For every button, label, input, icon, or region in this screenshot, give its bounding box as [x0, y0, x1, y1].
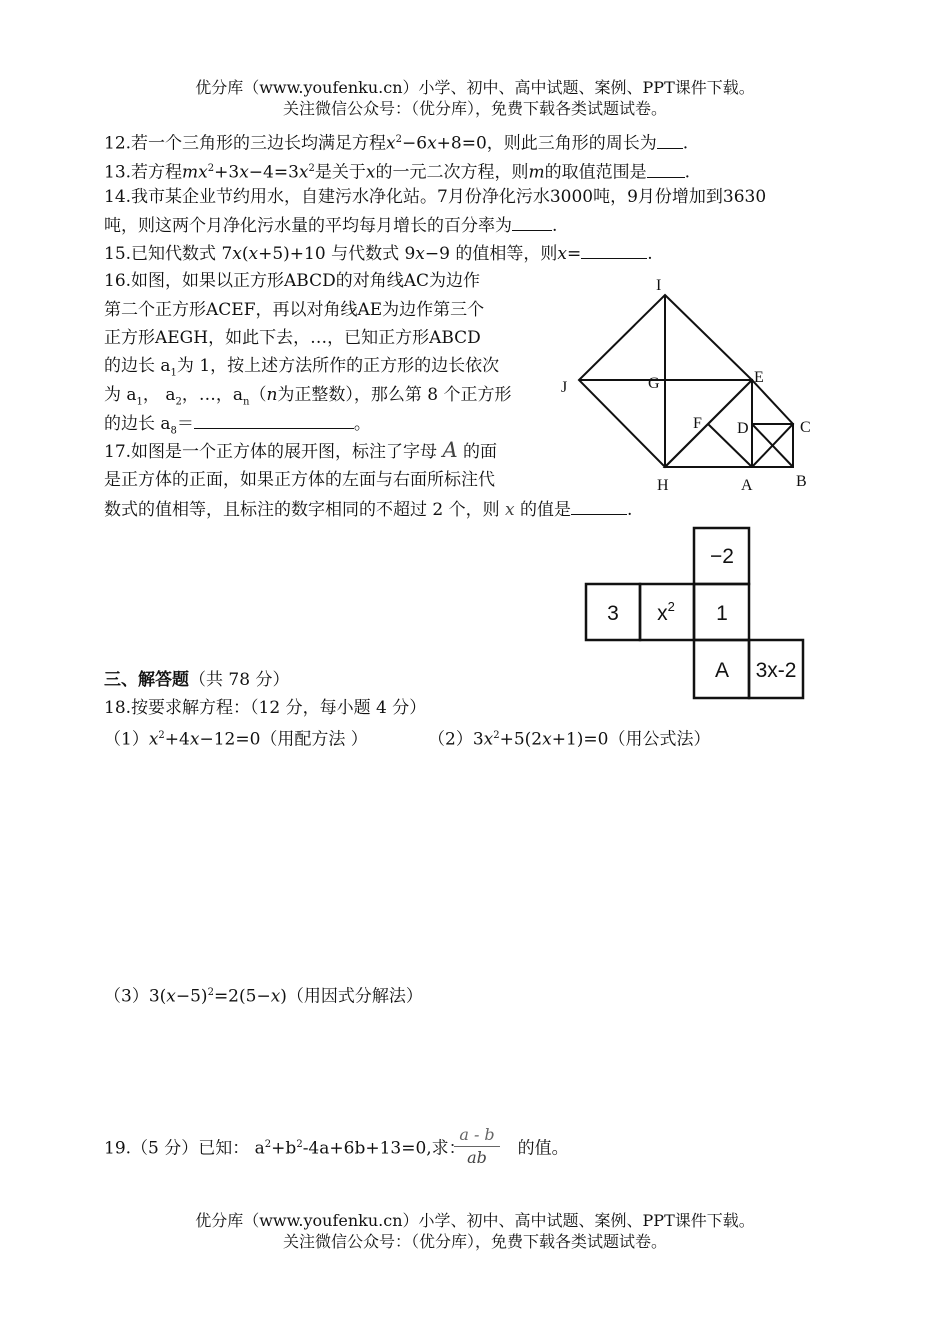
answer-blank-14[interactable]	[512, 212, 552, 231]
question-13: 13.若方程$mx^2+3x-4=3x^2$是关于x的一元二次方程，则m的取值范围是 .	[104, 156, 690, 186]
answer-blank-16[interactable]	[194, 410, 354, 429]
cube-face-top: −2	[710, 545, 734, 568]
question-17-line-3: 数式的值相等，且标注的数字相同的不超过 2 个，则 x 的值是 .	[104, 496, 632, 523]
header-line-1: 优分库（www.youfenku.cn）小学、初中、高中试题、案例、PPT课件下载。	[195, 78, 755, 97]
label-A: A	[741, 477, 753, 494]
cube-face-x2: $x^2$	[657, 599, 675, 625]
question-14-line-2: 吨，则这两个月净化污水量的平均每月增长的百分率为 .	[104, 212, 557, 239]
question-15: 15.已知代数式 7x(x+5)+10 与代数式 9x−9 的值相等，则x= .	[104, 240, 653, 267]
label-I: I	[656, 277, 662, 294]
fraction-numerator: a - b	[454, 1124, 500, 1147]
header-line-2: 关注微信公众号：（优分库），免费下载各类试题试卷。	[282, 99, 667, 118]
fraction-denominator: ab	[467, 1148, 487, 1167]
question-16-line-1: 16.如图，如果以正方形ABCD的对角线AC为边作	[104, 271, 481, 291]
question-17-line-1: 17.如图是一个正方体的展开图，标注了字母 A 的面	[104, 438, 498, 462]
question-16-line-4: 的边长 $a_1$为 1，按上述方法所作的正方形的边长依次	[104, 356, 500, 379]
answer-blank-12[interactable]	[657, 130, 683, 149]
cube-face-A: A	[714, 659, 730, 682]
fraction-a-minus-b-over-ab	[454, 1124, 500, 1169]
footer-line-1: 优分库（www.youfenku.cn）小学、初中、高中试题、案例、PPT课件下载。	[195, 1211, 755, 1230]
question-18-part-1: $(1)x^2+4x-12=0$（用配方法 ）	[104, 729, 368, 750]
cube-face-3x-2: 3x-2	[755, 659, 797, 682]
label-G: G	[648, 375, 660, 392]
question-18-intro: 18.按要求解方程：（12 分，每小题 4 分）	[104, 698, 427, 718]
question-17-line-2: 是正方体的正面，如果正方体的左面与右面所标注代	[104, 470, 495, 490]
label-D: D	[737, 420, 749, 437]
cube-net-figure	[583, 526, 807, 702]
label-B: B	[796, 473, 807, 490]
question-14-line-1: 14.我市某企业节约用水，自建污水净化站。7月份净化污水3000吨，9月份增加到3630	[104, 187, 767, 207]
cube-face-left: 3	[607, 602, 619, 625]
footer-line-2: 关注微信公众号：（优分库），免费下载各类试题试卷。	[282, 1232, 667, 1251]
cube-face-center: 1	[716, 602, 728, 625]
question-16-line-5: 为 $a_1$， $a_2$，…，$a_n(n$为正整数），那么第 8 个正方形	[104, 385, 512, 408]
question-12: 12.若一个三角形的三边长均满足方程$x^2-6x+8=0$，则此三角形的周长为 .	[104, 127, 688, 157]
question-16-line-3: 正方形AEGH，如此下去，…，已知正方形ABCD	[104, 328, 481, 348]
section-3-heading: 三、解答题（共 78 分）	[104, 670, 290, 690]
label-H: H	[657, 477, 669, 494]
question-18-part-2: $(2)3x^2+5(2x+1)=0$（用公式法）	[428, 729, 711, 750]
question-16-line-2: 第二个正方形ACEF，再以对角线AE为边作第三个	[104, 300, 485, 320]
answer-blank-13[interactable]	[647, 159, 685, 178]
question-16-line-6: 的边长 $a_8=$ 。	[104, 410, 371, 444]
answer-blank-17[interactable]	[571, 496, 627, 515]
label-E: E	[754, 369, 764, 386]
answer-blank-15[interactable]	[581, 240, 647, 259]
question-19: 19.（5 分）已知： $a^2+b^2-4a+6b+13=0$,求： 的值。	[104, 1138, 569, 1159]
label-C: C	[800, 419, 811, 436]
nested-squares-figure	[555, 272, 825, 494]
label-F: F	[693, 415, 702, 432]
label-J: J	[561, 379, 568, 396]
question-18-part-3: $(3)3(x-5)^2=2(5-x)$（用因式分解法）	[104, 986, 423, 1007]
